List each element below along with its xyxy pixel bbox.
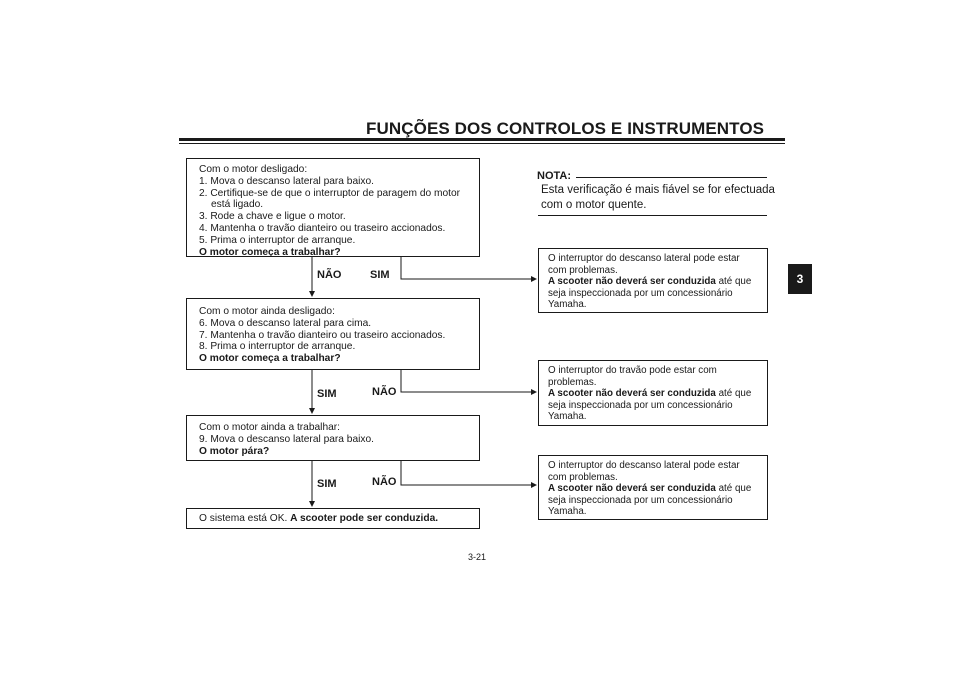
connector-right-3 [401,461,536,485]
result-box-2: O interruptor do travão pode estar com problemas. A scooter não deverá ser conduzida até que seja inspeccionada por um concessionário Yamaha. [538,360,768,426]
step-text: está ligado. [211,199,264,211]
result-box-3: O interruptor do descanso lateral pode estar com problemas. A scooter não deverá ser conduzida até que seja inspeccionada por um concessionário Yamaha. [538,455,768,520]
step-text: 7. Mantenha o travão dianteiro ou traseiro accionados. [199,329,446,341]
flow-step-3 [186,415,480,461]
branch-label-right: NÃO [372,386,397,398]
branch-label-right: SIM [370,269,390,281]
step-text: 1. Mova o descanso lateral para baixo. [199,175,374,187]
flow-result-ok [186,508,480,529]
result-box-1: O interruptor do descanso lateral pode estar com problemas. A scooter não deverá ser conduzida até que seja inspeccionada por um concessionário Yamaha. [538,248,768,313]
flow-step-2 [186,298,480,370]
note-bottom-rule [538,215,767,216]
step-text: 4. Mantenha o travão dianteiro ou traseiro accionados. [199,222,446,234]
step-text: 6. Mova o descanso lateral para cima. [199,317,372,329]
step-question: O motor pára? [199,445,270,457]
branch-label-down: NÃO [317,269,342,281]
note-heading: NOTA: [537,170,572,182]
result-ok-text: O sistema está OK. A scooter pode ser conduzida. [199,513,439,524]
flow-step-1 [186,158,480,257]
step-text: 9. Mova o descanso lateral para baixo. [199,433,374,445]
step-text: 3. Rode a chave e ligue o motor. [199,211,346,223]
page-number: 3-21 [468,552,487,562]
step-text: Com o motor desligado: [199,164,308,175]
note-heading-rule [576,177,767,178]
step-question: O motor começa a trabalhar? [199,246,341,258]
step-text: 2. Certifique-se de que o interruptor de paragem do motor [199,187,461,199]
connector-right-1 [401,257,536,279]
branch-label-down: SIM [317,478,337,490]
step-text: 5. Prima o interruptor de arranque. [199,234,356,246]
branch-label-right: NÃO [372,476,397,488]
step-question: O motor começa a trabalhar? [199,353,341,365]
note-text: Esta verificação é mais fiável se for efectuada com o motor quente. [541,184,775,211]
branch-label-down: SIM [317,388,337,400]
step-text: 8. Prima o interruptor de arranque. [199,341,356,353]
step-text: Com o motor ainda desligado: [199,306,335,317]
page-title: FUNÇÕES DOS CONTROLOS E INSTRUMENTOS [366,119,765,138]
connector-right-2 [401,370,536,392]
step-text: Com o motor ainda a trabalhar: [199,422,340,433]
chapter-tab: 3 [788,264,812,294]
